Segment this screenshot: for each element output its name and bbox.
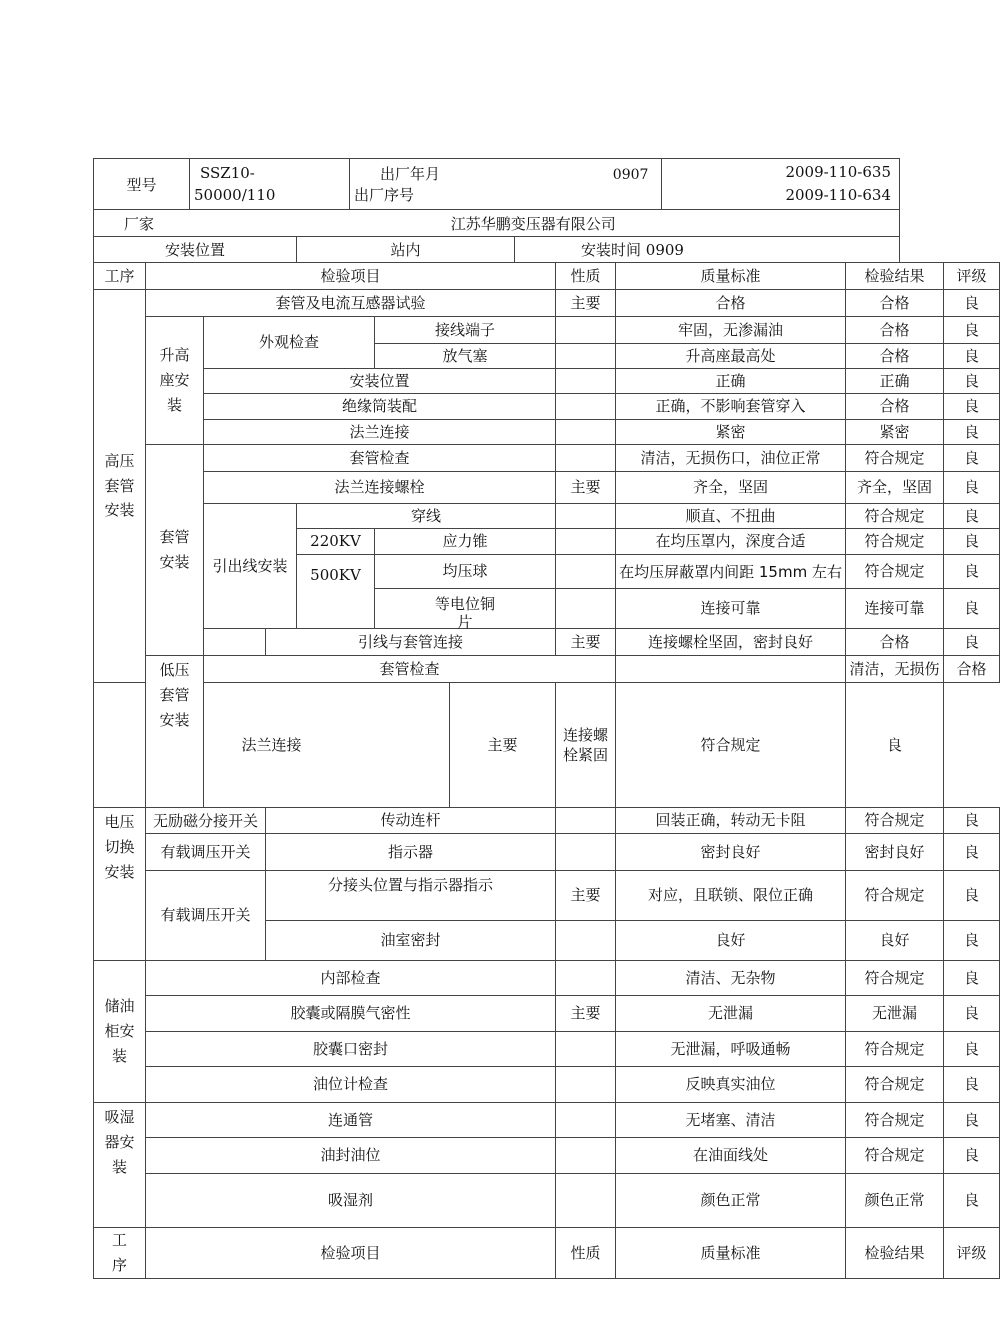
model-value-line2: 50000/110: [194, 186, 276, 204]
result-cell: 紧密: [846, 420, 944, 445]
table-row: [94, 472, 1000, 504]
model-label: 型号: [94, 159, 190, 210]
standard-cell: 良好: [616, 921, 846, 961]
grade-cell: 良: [944, 1174, 1000, 1228]
nature-cell: 主要: [556, 871, 616, 921]
item-cell: 绝缘筒装配: [204, 394, 556, 420]
nature-cell: [556, 1032, 616, 1067]
grade-cell: 良: [944, 808, 1000, 834]
turret-group-label: [146, 317, 204, 445]
item-cell: 传动连杆: [266, 808, 556, 834]
location-label: 安装位置: [94, 237, 297, 263]
appearance-check-label: 外观检查: [204, 317, 375, 369]
nature-cell: [556, 369, 616, 394]
date-label: 出厂年月: [380, 165, 441, 183]
maker-label: 厂家: [124, 214, 155, 233]
nature-cell: 主要: [556, 290, 616, 317]
blank-cell: [204, 629, 266, 656]
result-cell: 合格: [846, 290, 944, 317]
date-serial-cell: [350, 159, 662, 210]
footer-col-grade: 评级: [944, 1228, 1000, 1279]
result-cell: 符合规定: [846, 529, 944, 555]
bushing-line: 安装: [159, 553, 190, 571]
table-row: [94, 369, 1000, 394]
result-cell: 密封良好: [846, 834, 944, 871]
result-cell: 符合规定: [846, 445, 944, 472]
item-line: 片: [457, 612, 473, 631]
lv-title-line: 低压: [159, 661, 190, 679]
br-title-line: 装: [111, 1157, 127, 1176]
standard-cell: [616, 555, 846, 589]
grade-cell: 良: [944, 629, 1000, 656]
item-cell: 吸湿剂: [146, 1174, 556, 1228]
col-grade: 评级: [944, 263, 1000, 290]
item-cell: 油封油位: [146, 1138, 556, 1174]
kv500-label: 500KV: [297, 555, 375, 629]
item-cell: 指示器: [266, 834, 556, 871]
result-cell: 合格: [944, 656, 1000, 683]
footer-col-nature: 性质: [556, 1228, 616, 1279]
vs-section-title: [94, 808, 146, 961]
result-cell: 合格: [846, 394, 944, 420]
table-row: [94, 1138, 1000, 1174]
standard-text: 在均压屏蔽罩内间距 15mm 左右: [619, 562, 842, 581]
table-row: [94, 629, 1000, 656]
result-cell: 符合规定: [846, 1032, 944, 1067]
vs-title-line: 切换: [104, 837, 135, 856]
grade-cell: 良: [944, 529, 1000, 555]
item-cell: 放气塞: [375, 344, 556, 369]
grade-cell: 良: [944, 394, 1000, 420]
nature-cell: [556, 394, 616, 420]
nature-cell: [556, 555, 616, 589]
location-value: 站内: [297, 237, 515, 263]
item-cell: 胶囊口密封: [146, 1032, 556, 1067]
item-cell: 法兰连接: [204, 420, 556, 445]
item-cell: 油室密封: [266, 921, 556, 961]
nature-cell: [556, 529, 616, 555]
serial-1: 2009-110-635: [785, 163, 892, 181]
grade-cell: 良: [944, 961, 1000, 996]
hv-section-title: [94, 290, 146, 683]
item-cell: 分接头位置与指示器指示: [266, 871, 556, 921]
nature-cell: 主要: [556, 629, 616, 656]
br-title-line: 器安: [104, 1132, 135, 1151]
ct-title-line: 装: [111, 1046, 127, 1065]
result-cell: 符合规定: [846, 1103, 944, 1138]
col-process: 工序: [94, 263, 146, 290]
maker-cell: [94, 210, 900, 237]
standard-cell: 正确，不影响套管穿入: [616, 394, 846, 420]
grade-cell: 良: [944, 1032, 1000, 1067]
item-cell: 套管检查: [204, 445, 556, 472]
result-cell: 正确: [846, 369, 944, 394]
sub-group-cell: [146, 808, 266, 834]
nature-cell: [556, 1067, 616, 1103]
table-row: [94, 420, 1000, 445]
item-cell: 接线端子: [375, 317, 556, 344]
table-row: [94, 996, 1000, 1032]
standard-cell: 在均压罩内，深度合适: [616, 529, 846, 555]
result-cell: 齐全，坚固: [846, 472, 944, 504]
vs-title-line: 电压: [104, 813, 135, 831]
grade-cell: 良: [944, 504, 1000, 529]
result-cell: 符合规定: [846, 555, 944, 589]
standard-cell: 清洁、无杂物: [616, 961, 846, 996]
nature-cell: [616, 656, 846, 683]
standard-cell: 无堵塞、清洁: [616, 1103, 846, 1138]
grade-cell: 良: [944, 344, 1000, 369]
turret-line: 座安: [159, 371, 190, 390]
serial-values: [662, 159, 900, 210]
model-value-line1: SSZ10-: [200, 164, 255, 182]
standard-cell: 顺直、不扭曲: [616, 504, 846, 529]
nature-cell: [556, 420, 616, 445]
footer-process-line: 序: [111, 1256, 127, 1274]
item-cell: 套管检查: [204, 656, 616, 683]
item-cell: 油位计检查: [146, 1067, 556, 1103]
table-row: [94, 683, 1000, 808]
bushing-group-label: [146, 445, 204, 656]
nature-cell: [556, 1174, 616, 1228]
item-cell: 内部检查: [146, 961, 556, 996]
item-cell: 胶囊或隔膜气密性: [146, 996, 556, 1032]
table-row: [94, 656, 1000, 683]
nature-cell: 主要: [450, 683, 556, 808]
serial-label: 出厂序号: [354, 186, 415, 204]
lv-title-line: 套管: [159, 685, 190, 704]
nature-cell: [556, 1138, 616, 1174]
standard-cell: 在油面线处: [616, 1138, 846, 1174]
br-title-line: 吸湿: [104, 1108, 135, 1126]
nature-cell: 主要: [556, 472, 616, 504]
location-table: [93, 236, 900, 263]
install-time-value: 0909: [645, 241, 684, 259]
column-header-row: [94, 263, 1000, 290]
footer-header-row: [94, 1228, 1000, 1279]
nature-cell: [556, 961, 616, 996]
maker-value: 江苏华鹏变压器有限公司: [450, 214, 616, 233]
grade-cell: 良: [944, 317, 1000, 344]
standard-cell: 合格: [616, 290, 846, 317]
item-cell: 应力锥: [375, 529, 556, 555]
grade-cell: 良: [944, 472, 1000, 504]
item-cell: 连通管: [146, 1103, 556, 1138]
item-cell: [375, 589, 556, 629]
standard-cell: 反映真实油位: [616, 1067, 846, 1103]
table-row: [94, 961, 1000, 996]
lead-install-label: 引出线安装: [204, 504, 297, 629]
result-cell: 符合规定: [846, 1138, 944, 1174]
vs-title-line: 安装: [104, 862, 135, 881]
inspection-table: [93, 262, 1000, 1279]
col-nature: 性质: [556, 263, 616, 290]
standard-cell: 牢固，无渗漏油: [616, 317, 846, 344]
standard-cell: 清洁，无损伤: [846, 656, 944, 683]
table-row: [94, 1174, 1000, 1228]
install-time-cell: [515, 237, 900, 263]
item-cell: 法兰连接螺栓: [204, 472, 556, 504]
grade-cell: 良: [944, 555, 1000, 589]
standard-cell: 升高座最高处: [616, 344, 846, 369]
item-cell: 安装位置: [204, 369, 556, 394]
nature-cell: [556, 344, 616, 369]
table-row: [94, 871, 1000, 921]
sub-group-text: 无励磁分接开关: [152, 811, 258, 830]
table-row: [94, 317, 1000, 344]
hv-title-line: 安装: [104, 501, 135, 520]
result-cell: 无泄漏: [846, 996, 944, 1032]
grade-cell: 良: [944, 921, 1000, 961]
grade-cell: 良: [944, 420, 1000, 445]
standard-cell: 无泄漏: [616, 996, 846, 1032]
hv-title-line: 高压: [104, 451, 135, 470]
footer-col-item: 检验项目: [146, 1228, 556, 1279]
ct-title-line: 储油: [104, 997, 135, 1016]
result-cell: 符合规定: [846, 504, 944, 529]
grade-cell: 良: [944, 369, 1000, 394]
item-cell: 法兰连接: [94, 683, 450, 808]
item-line: 等电位铜: [435, 594, 496, 613]
nature-cell: [556, 834, 616, 871]
ct-section-title: [94, 961, 146, 1103]
nature-cell: [556, 1103, 616, 1138]
result-cell: 连接可靠: [846, 589, 944, 629]
header-table: [93, 158, 900, 237]
br-section-title: [94, 1103, 146, 1228]
date-value: 0907: [612, 167, 649, 183]
table-row: [94, 394, 1000, 420]
footer-process-line: 工: [111, 1231, 127, 1250]
model-value: [190, 159, 350, 210]
table-row: [94, 290, 1000, 317]
sub-group-cell: 有载调压开关: [146, 871, 266, 961]
standard-cell: 颜色正常: [616, 1174, 846, 1228]
nature-cell: [556, 445, 616, 472]
result-cell: 合格: [846, 317, 944, 344]
table-row: [94, 1032, 1000, 1067]
result-cell: 良好: [846, 921, 944, 961]
standard-cell: 连接可靠: [616, 589, 846, 629]
standard-cell: 密封良好: [616, 834, 846, 871]
standard-cell: 齐全，坚固: [616, 472, 846, 504]
col-item: 检验项目: [146, 263, 556, 290]
table-row: [94, 445, 1000, 472]
standard-cell: 连接螺栓紧固: [556, 683, 616, 808]
kv220-label: 220KV: [297, 529, 375, 555]
sub-group-cell: 有载调压开关: [146, 834, 266, 871]
serial-2: 2009-110-634: [785, 186, 892, 204]
bushing-line: 套管: [159, 528, 190, 547]
footer-col-result: 检验结果: [846, 1228, 944, 1279]
footer-col-process: [94, 1228, 146, 1279]
standard-cell: 正确: [616, 369, 846, 394]
grade-cell: 良: [944, 1138, 1000, 1174]
grade-cell: 良: [944, 834, 1000, 871]
result-cell: 合格: [846, 344, 944, 369]
col-result: 检验结果: [846, 263, 944, 290]
table-row: [94, 1103, 1000, 1138]
turret-line: 装: [166, 395, 182, 414]
nature-cell: [556, 589, 616, 629]
result-cell: 符合规定: [846, 871, 944, 921]
table-row: [94, 808, 1000, 834]
grade-cell: 良: [944, 1103, 1000, 1138]
grade-cell: 良: [944, 871, 1000, 921]
nature-cell: 主要: [556, 996, 616, 1032]
lv-title-line: 安装: [159, 710, 190, 729]
footer-col-standard: 质量标准: [616, 1228, 846, 1279]
table-row: [94, 1067, 1000, 1103]
grade-cell: 良: [846, 683, 944, 808]
standard-cell: 无泄漏，呼吸通畅: [616, 1032, 846, 1067]
grade-cell: 良: [944, 445, 1000, 472]
table-row: [94, 834, 1000, 871]
ct-title-line: 柜安: [104, 1022, 135, 1041]
result-cell: 颜色正常: [846, 1174, 944, 1228]
nature-cell: [556, 504, 616, 529]
grade-cell: 良: [944, 1067, 1000, 1103]
item-cell: 穿线: [297, 504, 556, 529]
result-cell: 符合规定: [846, 1067, 944, 1103]
standard-cell: 回装正确，转动无卡阻: [616, 808, 846, 834]
result-cell: 符合规定: [616, 683, 846, 808]
result-cell: 符合规定: [846, 961, 944, 996]
standard-cell: 紧密: [616, 420, 846, 445]
result-cell: 符合规定: [846, 808, 944, 834]
table-row: [94, 504, 1000, 529]
hv-title-line: 套管: [104, 476, 135, 495]
install-time-label: 安装时间: [581, 241, 642, 259]
col-standard: 质量标准: [616, 263, 846, 290]
standard-cell: 清洁，无损伤口，油位正常: [616, 445, 846, 472]
nature-cell: [556, 921, 616, 961]
nature-cell: [556, 808, 616, 834]
result-cell: 合格: [846, 629, 944, 656]
grade-cell: 良: [944, 996, 1000, 1032]
standard-cell: 对应，且联锁、限位正确: [616, 871, 846, 921]
grade-cell: 良: [944, 589, 1000, 629]
item-cell: 引线与套管连接: [266, 629, 556, 656]
standard-cell: 连接螺栓坚固，密封良好: [616, 629, 846, 656]
grade-cell: 良: [944, 290, 1000, 317]
nature-cell: [556, 317, 616, 344]
item-cell: 套管及电流互感器试验: [146, 290, 556, 317]
item-cell: 均压球: [375, 555, 556, 589]
turret-line: 升高: [159, 346, 190, 365]
